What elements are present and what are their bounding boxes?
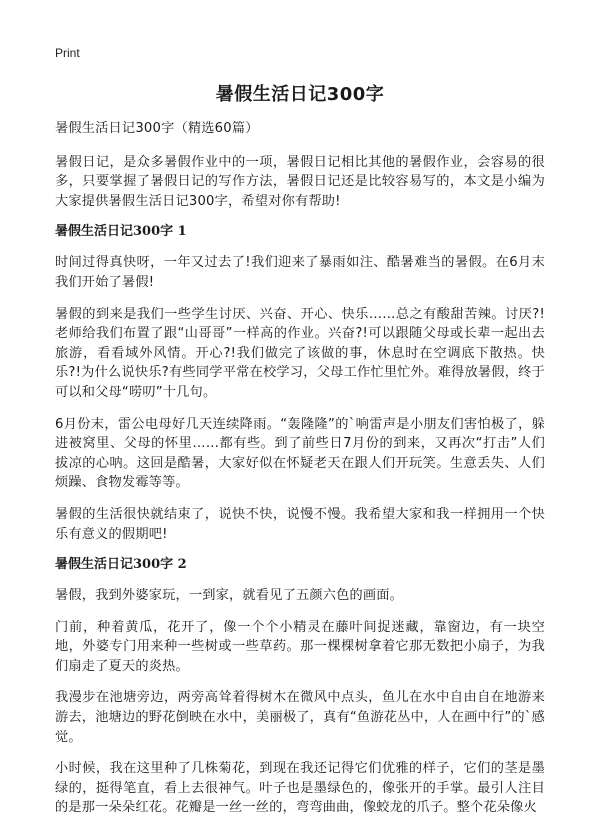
section-paragraph: 我漫步在池塘旁边，两旁高耸着得树木在微风中点头，鱼儿在水中自由自在地游来游去，池塘边的野花倒映在水中，美丽极了，真有“鱼游花丛中，人在画中行”的`感觉。 (55, 690, 545, 745)
section-paragraph: 门前，种着黄瓜，花开了，像一个个小精灵在藤叶间捉迷藏，靠窗边，有一块空地，外婆专门用来种一些树或一些草药。那一棵棵树拿着它那无数把小扇子，为我们扇走了夏天的炎热。 (55, 619, 545, 674)
article-body (55, 119, 545, 828)
section-heading: 暑假生活日记300字 2 (55, 557, 187, 573)
section-heading: 暑假生活日记300字 1 (55, 224, 187, 240)
page-title: 暑假生活日记300字 (215, 84, 385, 105)
section-paragraph: 6月份末，雷公电母好几天连续降雨。“轰隆隆”的`响雷声是小朋友们害怕极了，躲进被窝里、父母的怀里……都有些。到了前些日7月份的到来，又再次“打击”人们拔凉的心呐。这回是酷暑，大家好似在怀疑老天在跟人们开玩笑。生意丢失、人们烦躁、食物发霉等等。 (55, 416, 545, 491)
section-paragraph: 小时候，我在这里种了几株菊花，到现在我还记得它们优雅的样子，它们的茎是墨绿的，挺得笔直，看上去很神气。叶子也是墨绿色的，像张开的手掌。最引人注目的是那一朵朵红花。花瓣是一丝一丝的，弯弯曲曲，像蛟龙的爪子。整个花朵像火 (55, 761, 545, 816)
intro-paragraph: 暑假日记，是众多暑假作业中的一项，暑假日记相比其他的暑假作业，会容易的很多，只要掌握了暑假日记的写作方法，暑假日记还是比较容易写的，本文是小编为大家提供暑假生活日记300字，希望对你有帮助! (55, 154, 545, 209)
section-paragraph: 暑假，我到外婆家玩，一到家，就看见了五颜六色的画面。 (55, 588, 404, 604)
print-link[interactable]: Print (55, 46, 80, 60)
section-paragraph: 暑假的到来是我们一些学生讨厌、兴奋、开心、快乐……总之有酸甜苦辣。讨厌?!老师给我们布置了跟“山哥哥”一样高的作业。兴奋?!可以跟随父母或长辈一起出去旅游，看看域外风情。开心?!我们做完了该做的事，休息时在空调底下散热。快乐?!为什么说快乐?有些同学平常在校学习，父母工作忙里忙外。难得放暑假，终于可以和父母“唠叨”十几句。 (55, 306, 545, 400)
section-paragraph: 暑假的生活很快就结束了，说快不快，说慢不慢。我希望大家和我一样拥用一个快乐有意义的假期吧! (55, 506, 545, 542)
section-paragraph: 时间过得真快呀，一年又过去了!我们迎来了暴雨如注、酷暑难当的暑假。在6月末我们开始了暑假! (55, 255, 545, 290)
article-subtitle: 暑假生活日记300字（精选60篇） (55, 121, 259, 136)
